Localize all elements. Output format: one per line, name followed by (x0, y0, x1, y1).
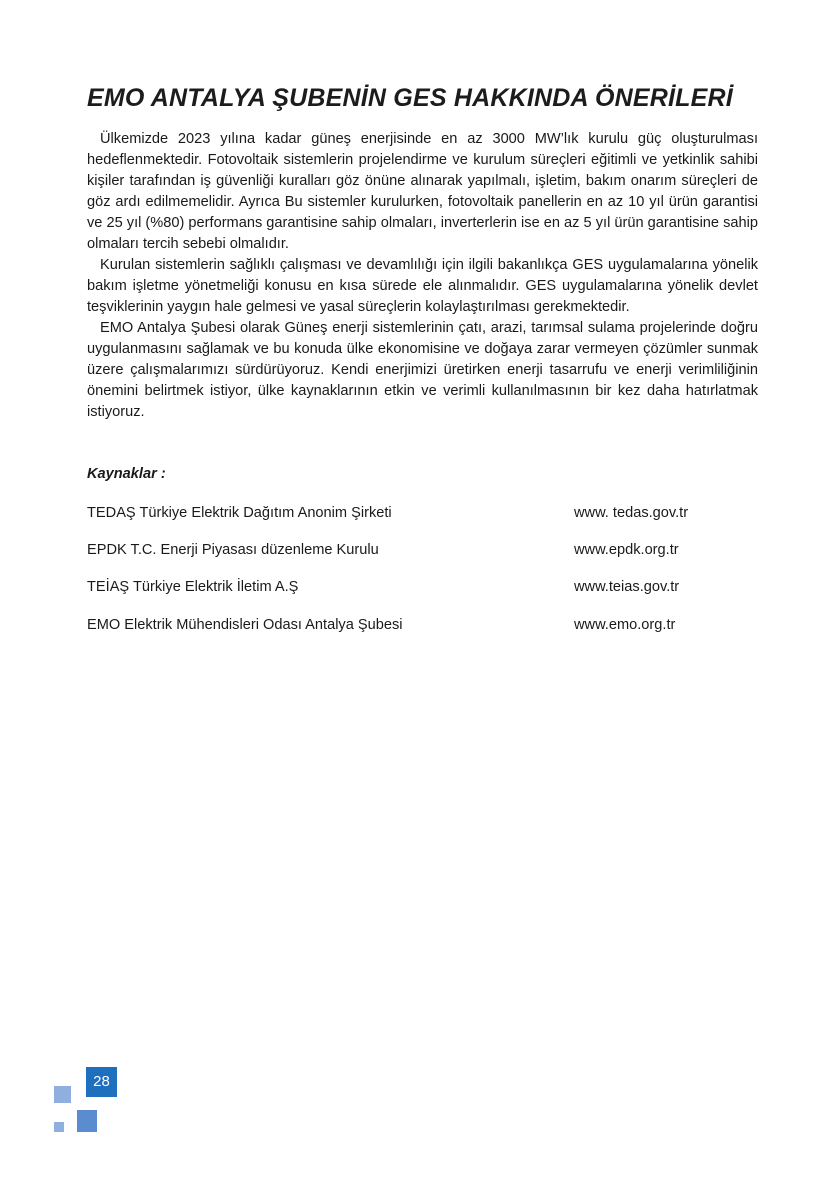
source-url: www.epdk.org.tr (574, 542, 679, 558)
source-row (87, 503, 767, 523)
decorative-square (54, 1122, 64, 1132)
source-row (87, 577, 767, 597)
source-name: EPDK T.C. Enerji Piyasası düzenleme Kurulu (87, 542, 379, 558)
page-number: 28 (86, 1067, 117, 1097)
paragraph: EMO Antalya Şubesi olarak Güneş enerji sistemlerinin çatı, arazi, tarımsal sulama projelerinde doğru uygulanmasını sağlamak ve bu konuda ülke ekonomisine ve doğaya zarar vermeyen çözümler sunmak üzere çalışmalarımızı sürdürüyoruz. Kendi enerjimizi üretirken enerji tasarrufu ve enerji verimliliğinin önemini belirtmek istiyor, ülke kaynaklarının etkin ve verimli kullanılmasının bir kez daha hatırlatmak istiyoruz. (87, 320, 758, 420)
source-row (87, 615, 767, 635)
decorative-square (54, 1086, 71, 1103)
source-name: TEDAŞ Türkiye Elektrik Dağıtım Anonim Şirketi (87, 505, 392, 521)
source-url: www.emo.org.tr (574, 617, 676, 633)
article-body (87, 129, 758, 423)
source-row (87, 540, 767, 560)
decorative-square (77, 1110, 97, 1132)
paragraph: Kurulan sistemlerin sağlıklı çalışması ve devamlılığı için ilgili bakanlıkça GES uygulamalarına yönelik bakım işletme yönetmeliği konusu en kısa sürede ele alınmalıdır. GES uygulamalarına yönelik devlet teşviklerinin yaygın hale gelmesi ve yasal süreçlerin kolaylaştırılması gerekmektedir. (87, 257, 758, 315)
sources-heading: Kaynaklar : (87, 466, 166, 482)
page-title: EMO ANTALYA ŞUBENİN GES HAKKINDA ÖNERİLERİ (87, 84, 733, 112)
source-url: www. tedas.gov.tr (574, 505, 689, 521)
paragraph: Ülkemizde 2023 yılına kadar güneş enerjisinde en az 3000 MW’lık kurulu güç oluşturulması hedeflenmektedir. Fotovoltaik sistemlerin projelendirme ve kurulum süreçleri eğitimli ve yetkinlik sahibi kişiler tarafından iş güvenliği kuralları göz önüne alınarak yapılmalı, işletim, bakım onarım süreçleri de göz ardı edilmemelidir. Ayrıca Bu sistemler kurulurken, fotovoltaik panellerin en az 10 yıl ürün garantisi ve 25 yıl (%80) performans garantisine sahip olmaları, inverterlerin ise en az 5 yıl ürün garantisine sahip olmaları tercih sebebi olmalıdır. (87, 131, 758, 252)
source-url: www.teias.gov.tr (574, 579, 680, 595)
source-name: EMO Elektrik Mühendisleri Odası Antalya Şubesi (87, 617, 403, 633)
source-name: TEİAŞ Türkiye Elektrik İletim A.Ş (87, 579, 299, 595)
